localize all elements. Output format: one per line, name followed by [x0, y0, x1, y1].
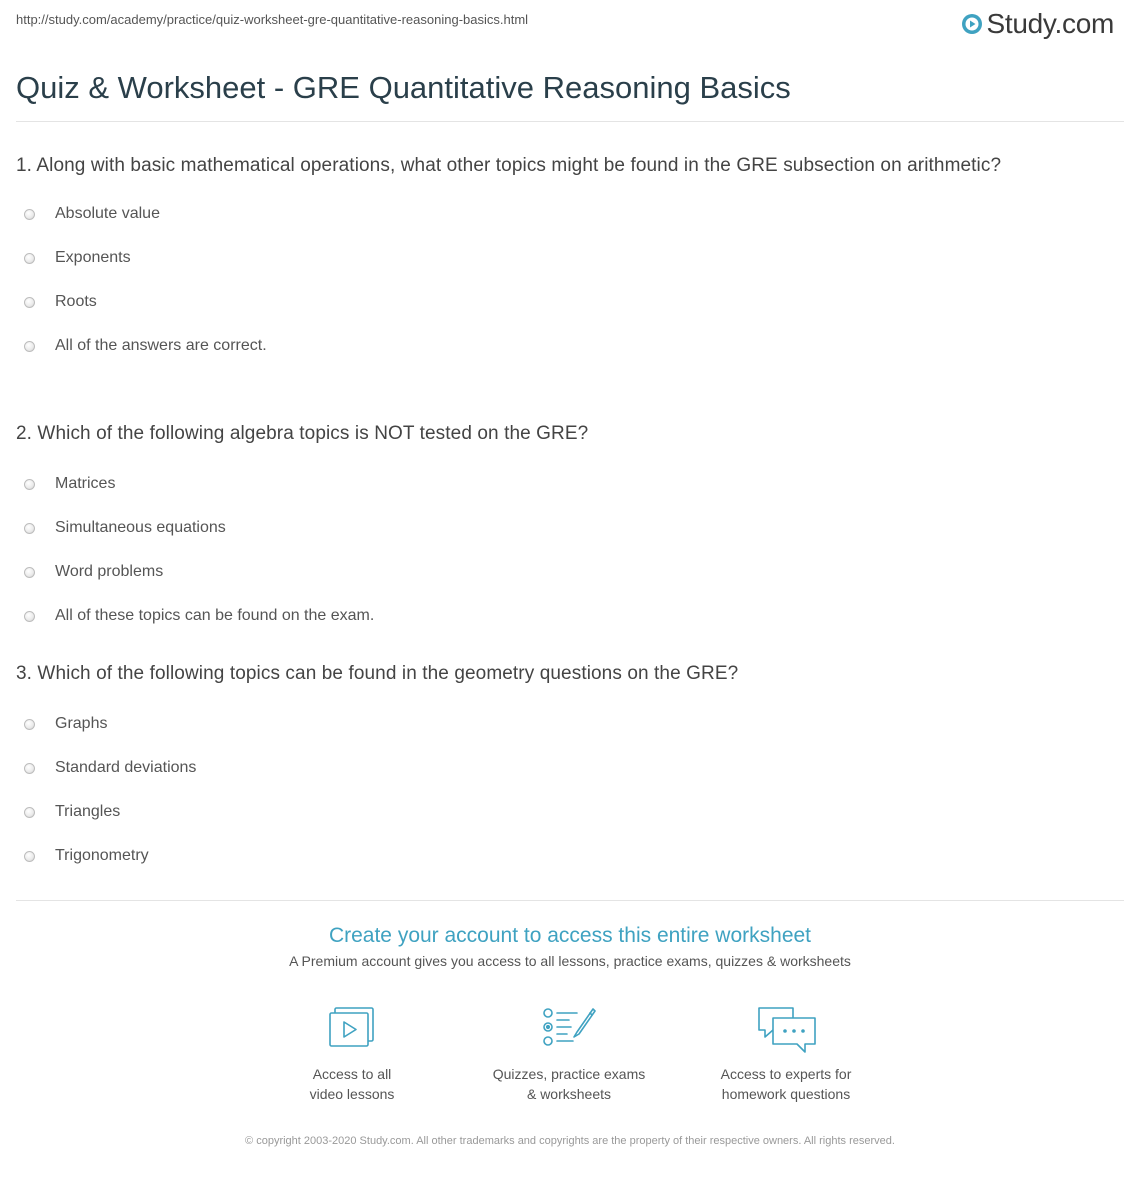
radio-button[interactable] [24, 567, 35, 578]
answer-options [16, 192, 1100, 368]
chat-bubbles-icon [753, 1004, 819, 1056]
radio-button[interactable] [24, 763, 35, 774]
video-lessons-icon [326, 1004, 378, 1050]
answer-label: Matrices [55, 475, 116, 492]
study-logo[interactable] [961, 8, 1115, 40]
logo-text: Study.com [986, 8, 1114, 39]
feature-quizzes [469, 1004, 669, 1104]
question-3 [16, 660, 1100, 878]
answer-label: Absolute value [55, 205, 160, 222]
answer-option[interactable] [16, 280, 1100, 324]
answer-option[interactable] [16, 192, 1100, 236]
answer-options [16, 462, 1100, 638]
answer-label: Simultaneous equations [55, 519, 226, 536]
feature-line-1: Quizzes, practice exams [492, 1066, 646, 1082]
answer-label: Triangles [55, 803, 121, 820]
title-divider [16, 121, 1124, 122]
question-text: 1. Along with basic mathematical operations, what other topics might be found in the GRE subsection on arithmetic? [16, 155, 1002, 176]
answer-option[interactable] [16, 550, 1100, 594]
answer-label: Graphs [55, 715, 108, 732]
radio-button[interactable] [24, 611, 35, 622]
feature-line-1: Access to all [312, 1066, 392, 1082]
answer-options [16, 702, 1100, 878]
radio-button[interactable] [24, 341, 35, 352]
answer-label: Roots [55, 293, 97, 310]
feature-video-lessons [252, 1004, 452, 1104]
section-divider [16, 900, 1124, 901]
answer-option[interactable] [16, 462, 1100, 506]
answer-label: All of these topics can be found on the exam. [55, 607, 375, 624]
page-url: http://study.com/academy/practice/quiz-worksheet-gre-quantitative-reasoning-basics.html [16, 12, 529, 27]
answer-option[interactable] [16, 506, 1100, 550]
copyright-notice: © copyright 2003-2020 Study.com. All other trademarks and copyrights are the property of their respective owners. All rights reserved. [245, 1135, 895, 1147]
radio-button[interactable] [24, 209, 35, 220]
answer-option[interactable] [16, 236, 1100, 280]
answer-label: Word problems [55, 563, 164, 580]
answer-option[interactable] [16, 790, 1100, 834]
feature-line-2: & worksheets [526, 1086, 612, 1102]
feature-experts [686, 1004, 886, 1104]
play-circle-icon [961, 13, 983, 35]
question-2 [16, 420, 1100, 638]
answer-option[interactable] [16, 834, 1100, 878]
feature-line-2: video lessons [309, 1086, 395, 1102]
answer-label: All of the answers are correct. [55, 337, 267, 354]
feature-line-2: homework questions [721, 1086, 851, 1102]
page-title: Quiz & Worksheet - GRE Quantitative Reasoning Basics [16, 70, 791, 105]
radio-button[interactable] [24, 807, 35, 818]
answer-option[interactable] [16, 702, 1100, 746]
cta-title[interactable]: Create your account to access this entire worksheet [328, 924, 812, 947]
feature-line-1: Access to experts for [720, 1066, 852, 1082]
question-text: 3. Which of the following topics can be found in the geometry questions on the GRE? [16, 663, 739, 684]
answer-label: Trigonometry [55, 847, 149, 864]
radio-button[interactable] [24, 719, 35, 730]
radio-button[interactable] [24, 479, 35, 490]
question-text: 2. Which of the following algebra topics is NOT tested on the GRE? [16, 423, 589, 444]
answer-label: Standard deviations [55, 759, 197, 776]
radio-button[interactable] [24, 253, 35, 264]
answer-option[interactable] [16, 594, 1100, 638]
answer-option[interactable] [16, 324, 1100, 368]
radio-button[interactable] [24, 851, 35, 862]
answer-label: Exponents [55, 249, 131, 266]
cta-subtitle: A Premium account gives you access to all lessons, practice exams, quizzes & worksheets [289, 953, 851, 969]
quiz-checklist-icon [541, 1004, 597, 1050]
radio-button[interactable] [24, 297, 35, 308]
answer-option[interactable] [16, 746, 1100, 790]
question-1 [16, 152, 1100, 368]
radio-button[interactable] [24, 523, 35, 534]
